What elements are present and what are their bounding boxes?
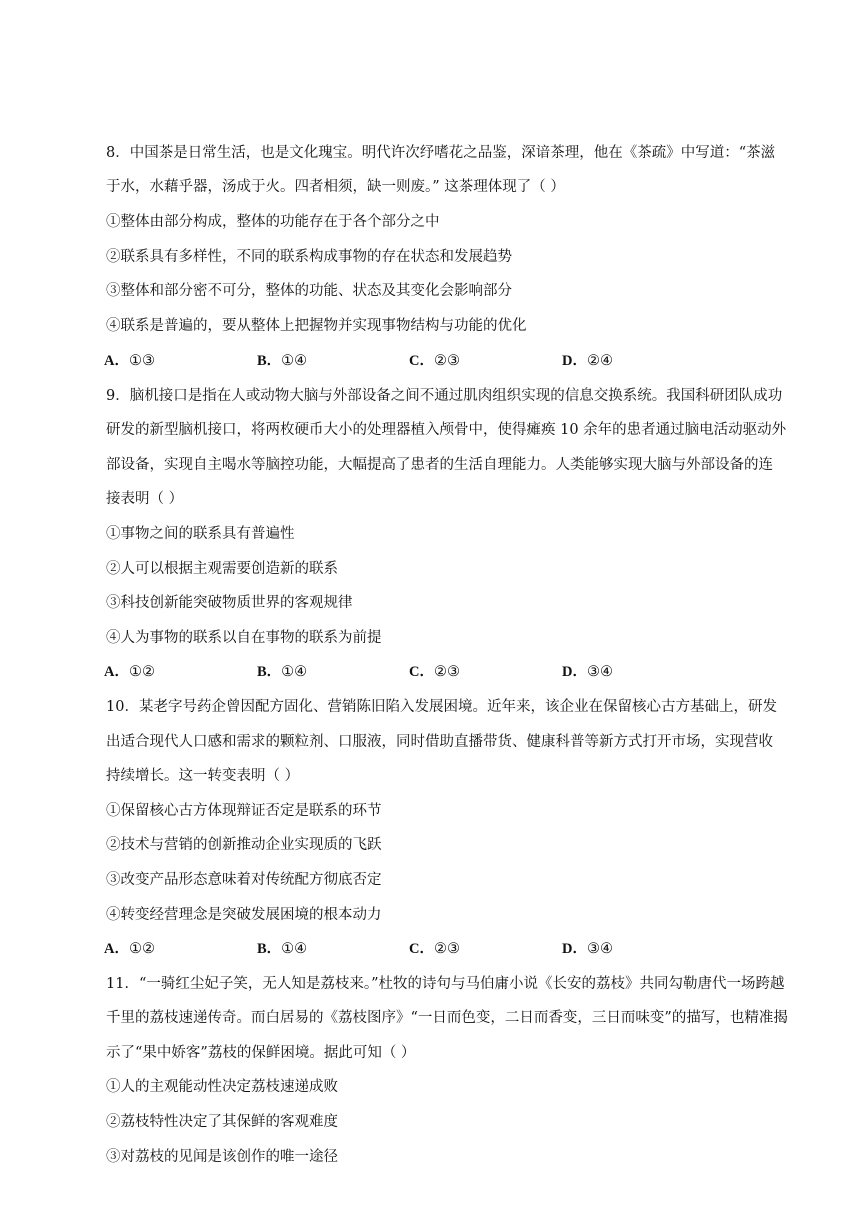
q9-option-c[interactable]: C．②③ xyxy=(409,664,460,680)
q8-option-d[interactable]: D．②④ xyxy=(562,353,613,369)
q10-option-d[interactable]: D．③④ xyxy=(562,941,613,957)
q9-stem-line-2: 研发的新型脑机接口，将两枚硬币大小的处理器植入颅骨中，使得瘫痪 10 余年的患者通过脑电活动驱动外 xyxy=(106,422,787,438)
q10-item-4: ④转变经营理念是突破发展困境的根本动力 xyxy=(106,907,382,923)
q10-option-b[interactable]: B．①④ xyxy=(257,941,308,957)
q10-stem-line-1: 10．某老字号药企曾因配方固化、营销陈旧陷入发展困境。近年来，该企业在保留核心古方基础上，研发 xyxy=(106,699,777,715)
q9-option-b[interactable]: B．①④ xyxy=(257,664,308,680)
q9-item-1: ①事物之间的联系具有普遍性 xyxy=(106,526,295,542)
q9-item-4: ④人为事物的联系以自在事物的联系为前提 xyxy=(106,630,382,646)
q10-stem-line-3: 持续增长。这一转变表明（ ） xyxy=(106,768,300,784)
q11-item-3: ③对荔枝的见闻是该创作的唯一途径 xyxy=(106,1149,338,1165)
q8-item-1: ①整体由部分构成，整体的功能存在于各个部分之中 xyxy=(106,214,440,230)
q9-item-2: ②人可以根据主观需要创造新的联系 xyxy=(106,561,338,577)
q11-stem-line-1: 11．“一骑红尘妃子笑，无人知是荔枝来。”杜牧的诗句与马伯庸小说《长安的荔枝》共同勾勒唐代一场跨越 xyxy=(106,976,785,992)
q9-stem-line-3: 部设备，实现自主喝水等脑控功能，大幅提高了患者的生活自理能力。人类能够实现大脑与外部设备的连 xyxy=(106,457,773,473)
q8-item-3: ③整体和部分密不可分，整体的功能、状态及其变化会影响部分 xyxy=(106,283,512,299)
q8-item-2: ②联系具有多样性，不同的联系构成事物的存在状态和发展趋势 xyxy=(106,249,512,265)
q10-item-1: ①保留核心古方体现辩证否定是联系的环节 xyxy=(106,803,382,819)
q9-stem-line-1: 9．脑机接口是指在人或动物大脑与外部设备之间不通过肌肉组织实现的信息交换系统。我国科研团队成功 xyxy=(106,388,783,404)
q11-item-1: ①人的主观能动性决定荔枝速递成败 xyxy=(106,1079,338,1095)
q11-stem-line-2: 千里的荔枝速递传奇。而白居易的《荔枝图序》“一日而色变，二日而香变，三日而味变”的描写，也精准揭 xyxy=(106,1010,788,1026)
q8-option-b[interactable]: B．①④ xyxy=(257,353,308,369)
q9-option-a[interactable]: A．①② xyxy=(104,664,155,680)
q11-stem-line-3: 示了“果中娇客”荔枝的保鲜困境。据此可知（ ） xyxy=(106,1045,416,1061)
q11-item-2: ②荔枝特性决定了其保鲜的客观难度 xyxy=(106,1114,338,1130)
q10-stem-line-2: 出适合现代人口感和需求的颗粒剂、口服液，同时借助直播带货、健康科普等新方式打开市场，实现营收 xyxy=(106,734,773,750)
q9-option-d[interactable]: D．③④ xyxy=(562,664,613,680)
q10-option-a[interactable]: A．①② xyxy=(104,941,155,957)
q10-item-3: ③改变产品形态意味着对传统配方彻底否定 xyxy=(106,872,382,888)
q8-stem-line-2: 于水，水藉乎器，汤成于火。四者相须，缺一则废。” 这茶理体现了（ ） xyxy=(106,179,565,195)
q10-item-2: ②技术与营销的创新推动企业实现质的飞跃 xyxy=(106,837,382,853)
q8-item-4: ④联系是普遍的，要从整体上把握物并实现事物结构与功能的优化 xyxy=(106,318,527,334)
q9-item-3: ③科技创新能突破物质世界的客观规律 xyxy=(106,595,353,611)
q8-stem-line-1: 8．中国茶是日常生活，也是文化瑰宝。明代许次纾嗜花之品鉴，深谙茶理，他在《茶疏》中写道：“茶滋 xyxy=(106,145,776,161)
q9-stem-line-4: 接表明（ ） xyxy=(106,491,184,507)
q10-option-c[interactable]: C．②③ xyxy=(409,941,460,957)
q8-option-c[interactable]: C．②③ xyxy=(409,353,460,369)
q8-option-a[interactable]: A．①③ xyxy=(104,353,155,369)
